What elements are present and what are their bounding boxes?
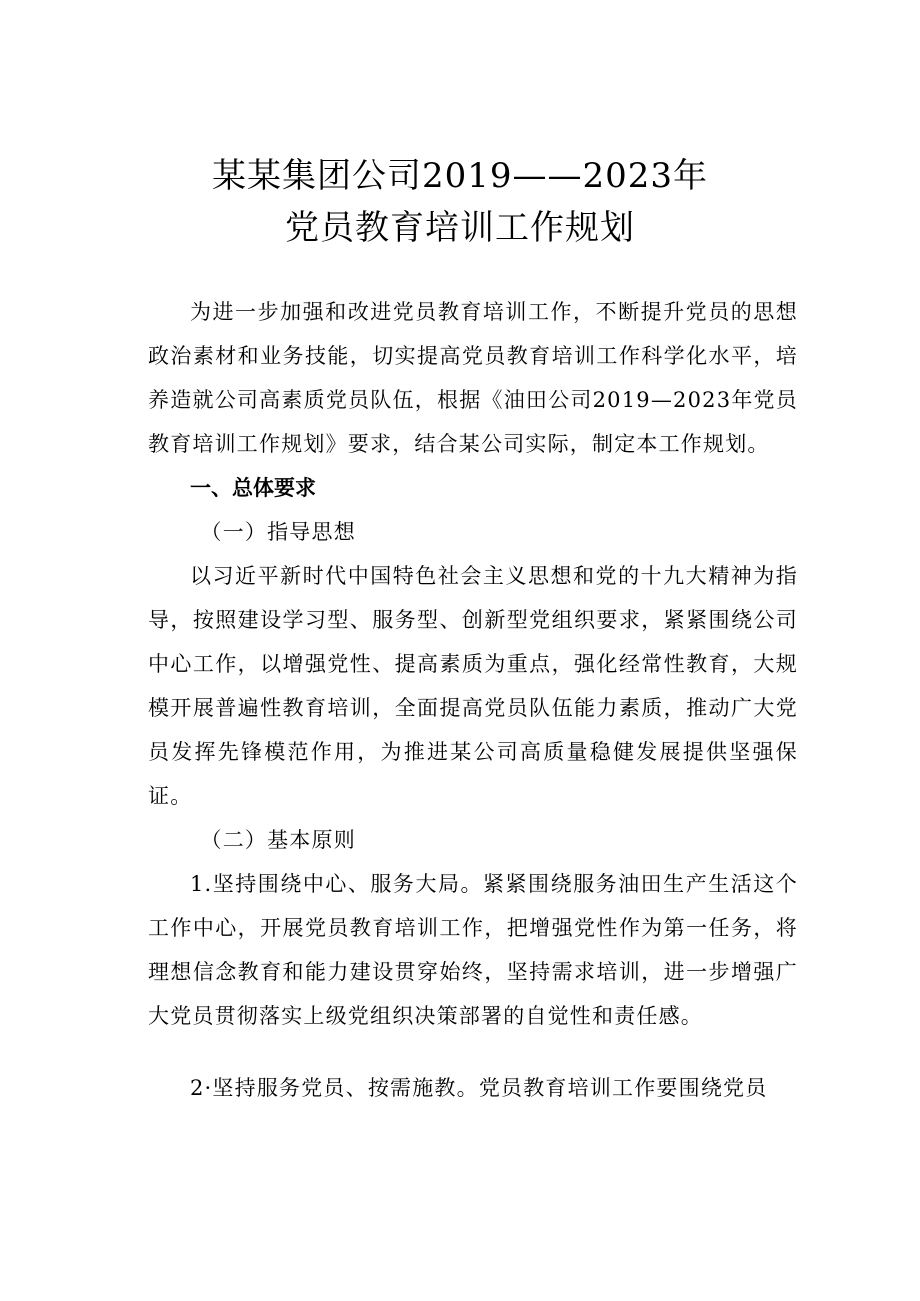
subheading-guiding-ideology: （一）指导思想 — [200, 520, 356, 544]
intro-paragraph: 为进一步加强和改进党员教育培训工作，不断提升党员的思想政治素材和业务技能，切实提高党员教育培训工作科学化水平，培养造就公司高素质党员队伍，根据《油田公司2019—2023年党员教育培训工作规划》要求，结合某公司实际，制定本工作规划。 — [148, 300, 798, 456]
document-body — [148, 290, 798, 1110]
title-line-1: 某某集团公司2019——2023年 — [211, 156, 709, 196]
principle-2-paragraph: 2·坚持服务党员、按需施教。党员教育培训工作要围绕党员 — [190, 1076, 768, 1100]
document-title — [0, 150, 920, 254]
title-line-2: 党员教育培训工作规划 — [285, 208, 635, 248]
subheading-basic-principles: （二）基本原则 — [200, 828, 356, 852]
principle-1-paragraph: 1.坚持围绕中心、服务大局。紧紧围绕服务油田生产生活这个工作中心，开展党员教育培训工作，把增强党性作为第一任务，将理想信念教育和能力建设贯穿始终，坚持需求培训，进一步增强广大党员贯彻落实上级党组织决策部署的自觉性和责任感。 — [148, 872, 798, 1028]
guiding-ideology-paragraph: 以习近平新时代中国特色社会主义思想和党的十九大精神为指导，按照建设学习型、服务型、创新型党组织要求，紧紧围绕公司中心工作，以增强党性、提高素质为重点，强化经常性教育，大规模开展普遍性教育培训，全面提高党员队伍能力素质，推动广大党员发挥先锋模范作用，为推进某公司高质量稳健发展提供坚强保证。 — [148, 564, 798, 808]
section-heading-general-requirements: 一、总体要求 — [190, 476, 316, 500]
